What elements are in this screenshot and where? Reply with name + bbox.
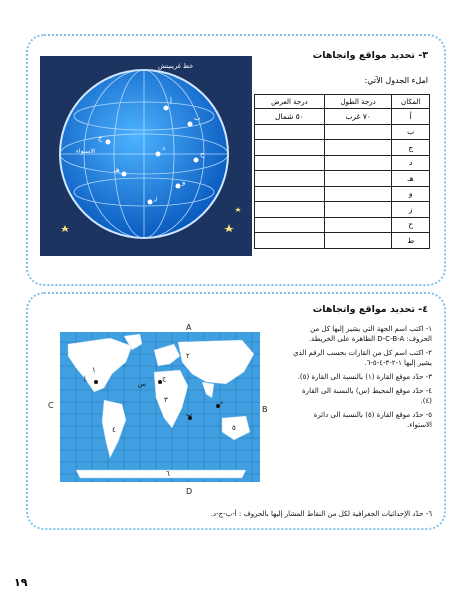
direction-letter-a: A	[186, 323, 192, 332]
section-3-card	[26, 34, 446, 286]
equator-label: الاستواء	[76, 148, 96, 155]
instruction-item-last: ٦- حدّد الإحداثيات الجغرافية لكل من النقاط المشار إليها بالحروف : أ-ب-ج-د.	[210, 510, 432, 518]
section-3-title: ٣- تحديد مواقع واتجاهات	[312, 50, 428, 61]
cell-latitude[interactable]: ٥٠ شمال	[255, 109, 325, 125]
instruction-item: ٢- اكتب اسم كل من القارات بحسب الرقم الذي يشير إليها ١-٢-٣-٤-٥-٦.	[293, 349, 432, 367]
cell-latitude[interactable]	[255, 171, 325, 187]
cell-place: و	[392, 186, 430, 202]
instruction-item: ٤- حدّد موقع المحيط (س) بالنسبة الى القارة (٤).	[302, 387, 432, 405]
direction-letter-d: D	[186, 487, 193, 496]
svg-text:هـ: هـ	[114, 166, 120, 174]
globe-illustration	[40, 56, 252, 256]
svg-text:ح: ح	[200, 150, 205, 158]
cell-place: ح	[392, 217, 430, 233]
header-longitude: درجة الطول	[324, 95, 391, 109]
point-jim: ج	[162, 374, 167, 382]
instruction-item: ٥- حدّد موقع القارة (٥) بالنسبة الى دائرة الاستواء.	[313, 411, 432, 429]
cell-longitude[interactable]	[324, 124, 391, 140]
coordinates-table	[254, 94, 430, 249]
world-map-svg	[46, 322, 274, 502]
cell-latitude[interactable]	[255, 186, 325, 202]
cell-latitude[interactable]	[255, 217, 325, 233]
instruction-item: ٣- حدّد موقع القارة (١) بالنسبة الى القارة (٥).	[297, 373, 432, 381]
page-number: ١٩	[14, 576, 28, 589]
cell-longitude[interactable]	[324, 155, 391, 171]
cell-place: ج	[392, 140, 430, 156]
direction-letter-b: B	[262, 405, 268, 414]
globe-svg	[40, 56, 252, 256]
continent-number-2: ٢	[186, 352, 190, 360]
cell-latitude[interactable]	[255, 155, 325, 171]
continent-number-6: ٦	[166, 470, 170, 478]
continent-number-5: ٥	[232, 424, 236, 432]
svg-text:ز: ز	[154, 194, 158, 202]
cell-longitude[interactable]: ٧٠ غرب	[324, 109, 391, 125]
cell-place: هـ	[392, 171, 430, 187]
table-row	[255, 109, 430, 125]
instruction-item: ١- اكتب اسم الجهة التي يشير إليها كل من الحروف: D-C-B-A الظاهرة على الخريطة.	[308, 325, 432, 343]
cell-longitude[interactable]	[324, 202, 391, 218]
instructions-list	[292, 324, 432, 434]
coordinates-table-wrap	[254, 94, 430, 249]
direction-letter-c: C	[48, 401, 54, 410]
table-instruction: املء الجدول الآتي:	[364, 76, 428, 85]
svg-text:أ: أ	[170, 98, 172, 106]
table-row	[255, 155, 430, 171]
section-4-card	[26, 292, 446, 530]
table-row	[255, 186, 430, 202]
cell-longitude[interactable]	[324, 217, 391, 233]
table-row	[255, 140, 430, 156]
svg-text:ب: ب	[194, 114, 201, 122]
header-latitude: درجة العرض	[255, 95, 325, 109]
svg-text:ج: ج	[98, 134, 103, 142]
point-sin: س	[138, 380, 146, 388]
cell-latitude[interactable]	[255, 202, 325, 218]
cell-latitude[interactable]	[255, 140, 325, 156]
continent-number-1: ١	[92, 366, 96, 374]
svg-text:و: و	[182, 178, 186, 186]
cell-latitude[interactable]	[255, 124, 325, 140]
continent-number-3: ٣	[164, 396, 168, 404]
continent-number-4: ٤	[112, 426, 116, 434]
table-row	[255, 171, 430, 187]
point-ba: ب	[186, 410, 193, 418]
table-row	[255, 217, 430, 233]
svg-text:د: د	[162, 144, 166, 152]
cell-place: ط	[392, 233, 430, 249]
world-map	[46, 322, 274, 502]
cell-longitude[interactable]	[324, 140, 391, 156]
cell-place: ب	[392, 124, 430, 140]
greenwich-label: خط غرينيتش	[158, 62, 194, 70]
section-4-title: ٤- تحديد مواقع واتجاهات	[312, 304, 428, 315]
point-dal: د	[220, 398, 223, 406]
cell-longitude[interactable]	[324, 171, 391, 187]
cell-place: د	[392, 155, 430, 171]
cell-place: ز	[392, 202, 430, 218]
table-row	[255, 233, 430, 249]
cell-longitude[interactable]	[324, 233, 391, 249]
header-place: المكان	[392, 95, 430, 109]
cell-longitude[interactable]	[324, 186, 391, 202]
cell-latitude[interactable]	[255, 233, 325, 249]
table-row	[255, 124, 430, 140]
cell-place: أ	[392, 109, 430, 125]
point-alef: أ	[84, 376, 86, 384]
table-row	[255, 202, 430, 218]
